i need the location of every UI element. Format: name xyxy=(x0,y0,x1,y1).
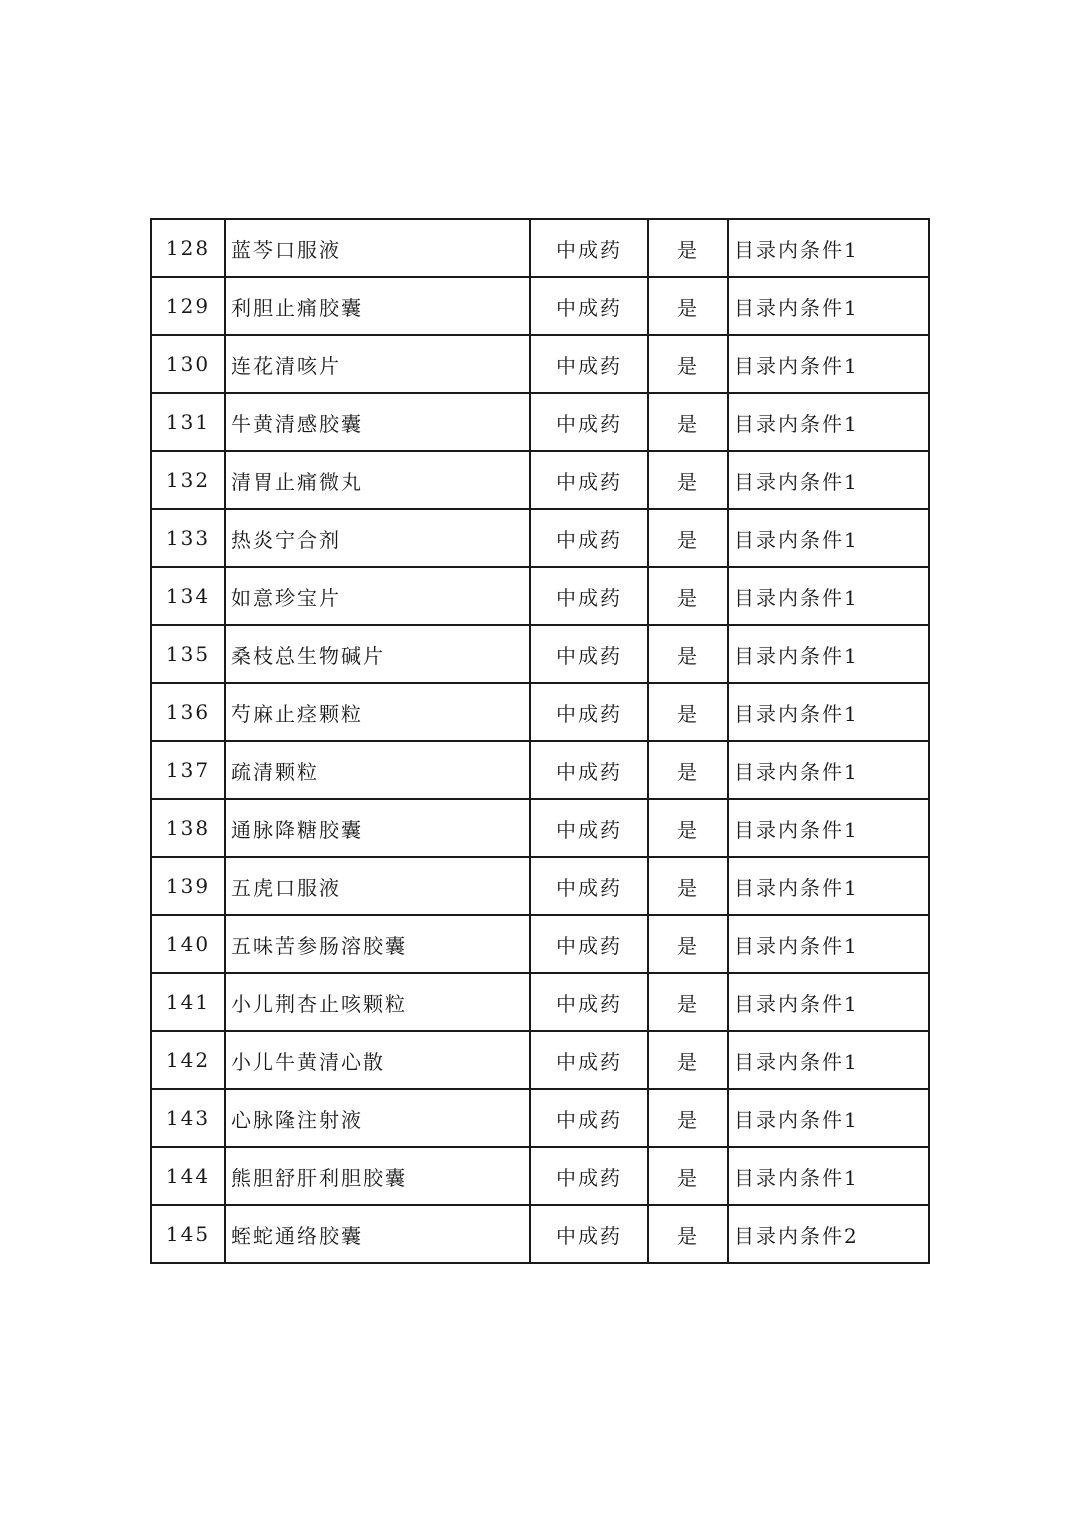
flag-cell: 是 xyxy=(648,393,728,451)
table-row xyxy=(151,857,929,915)
drug-type-cell: 中成药 xyxy=(530,1089,648,1147)
condition-cell: 目录内条件1 xyxy=(728,625,929,683)
drug-type-cell: 中成药 xyxy=(530,1147,648,1205)
condition-cell: 目录内条件1 xyxy=(728,741,929,799)
row-number-cell: 139 xyxy=(151,857,225,915)
condition-cell: 目录内条件1 xyxy=(728,393,929,451)
condition-cell: 目录内条件1 xyxy=(728,1147,929,1205)
drug-type-cell: 中成药 xyxy=(530,393,648,451)
flag-cell: 是 xyxy=(648,1147,728,1205)
table-row xyxy=(151,335,929,393)
row-number-cell: 133 xyxy=(151,509,225,567)
condition-cell: 目录内条件1 xyxy=(728,567,929,625)
drug-type-cell: 中成药 xyxy=(530,567,648,625)
row-number-cell: 129 xyxy=(151,277,225,335)
condition-cell: 目录内条件1 xyxy=(728,219,929,277)
condition-cell: 目录内条件1 xyxy=(728,683,929,741)
row-number-cell: 145 xyxy=(151,1205,225,1263)
condition-cell: 目录内条件1 xyxy=(728,973,929,1031)
row-number-cell: 142 xyxy=(151,1031,225,1089)
drug-type-cell: 中成药 xyxy=(530,451,648,509)
drug-name-cell: 蛭蛇通络胶囊 xyxy=(225,1205,530,1263)
drug-name-cell: 热炎宁合剂 xyxy=(225,509,530,567)
drug-type-cell: 中成药 xyxy=(530,625,648,683)
row-number-cell: 144 xyxy=(151,1147,225,1205)
drug-type-cell: 中成药 xyxy=(530,219,648,277)
table-body xyxy=(151,219,929,1263)
row-number-cell: 143 xyxy=(151,1089,225,1147)
table-row xyxy=(151,1205,929,1263)
drug-type-cell: 中成药 xyxy=(530,277,648,335)
flag-cell: 是 xyxy=(648,335,728,393)
drug-type-cell: 中成药 xyxy=(530,683,648,741)
drug-name-cell: 通脉降糖胶囊 xyxy=(225,799,530,857)
table-row xyxy=(151,915,929,973)
condition-cell: 目录内条件1 xyxy=(728,451,929,509)
drug-name-cell: 五味苦参肠溶胶囊 xyxy=(225,915,530,973)
flag-cell: 是 xyxy=(648,219,728,277)
flag-cell: 是 xyxy=(648,741,728,799)
row-number-cell: 131 xyxy=(151,393,225,451)
row-number-cell: 132 xyxy=(151,451,225,509)
condition-cell: 目录内条件1 xyxy=(728,335,929,393)
row-number-cell: 130 xyxy=(151,335,225,393)
flag-cell: 是 xyxy=(648,567,728,625)
table-row xyxy=(151,1089,929,1147)
table-row xyxy=(151,683,929,741)
drug-name-cell: 桑枝总生物碱片 xyxy=(225,625,530,683)
table-row xyxy=(151,973,929,1031)
drug-name-cell: 蓝芩口服液 xyxy=(225,219,530,277)
row-number-cell: 138 xyxy=(151,799,225,857)
flag-cell: 是 xyxy=(648,799,728,857)
row-number-cell: 134 xyxy=(151,567,225,625)
flag-cell: 是 xyxy=(648,451,728,509)
drug-name-cell: 利胆止痛胶囊 xyxy=(225,277,530,335)
condition-cell: 目录内条件1 xyxy=(728,799,929,857)
flag-cell: 是 xyxy=(648,857,728,915)
drug-type-cell: 中成药 xyxy=(530,915,648,973)
flag-cell: 是 xyxy=(648,915,728,973)
row-number-cell: 136 xyxy=(151,683,225,741)
drug-type-cell: 中成药 xyxy=(530,509,648,567)
table-row xyxy=(151,799,929,857)
drug-name-cell: 牛黄清感胶囊 xyxy=(225,393,530,451)
flag-cell: 是 xyxy=(648,1031,728,1089)
table-row xyxy=(151,277,929,335)
table-row xyxy=(151,219,929,277)
drug-name-cell: 芍麻止痉颗粒 xyxy=(225,683,530,741)
flag-cell: 是 xyxy=(648,509,728,567)
condition-cell: 目录内条件1 xyxy=(728,509,929,567)
drug-name-cell: 熊胆舒肝利胆胶囊 xyxy=(225,1147,530,1205)
drug-name-cell: 五虎口服液 xyxy=(225,857,530,915)
drug-type-cell: 中成药 xyxy=(530,799,648,857)
row-number-cell: 141 xyxy=(151,973,225,1031)
table-row xyxy=(151,451,929,509)
flag-cell: 是 xyxy=(648,973,728,1031)
drug-type-cell: 中成药 xyxy=(530,1031,648,1089)
drug-name-cell: 连花清咳片 xyxy=(225,335,530,393)
table-row xyxy=(151,625,929,683)
drug-type-cell: 中成药 xyxy=(530,1205,648,1263)
flag-cell: 是 xyxy=(648,683,728,741)
condition-cell: 目录内条件1 xyxy=(728,1031,929,1089)
drug-type-cell: 中成药 xyxy=(530,335,648,393)
condition-cell: 目录内条件2 xyxy=(728,1205,929,1263)
drug-list-table xyxy=(150,218,930,1264)
drug-name-cell: 疏清颗粒 xyxy=(225,741,530,799)
flag-cell: 是 xyxy=(648,1205,728,1263)
table-row xyxy=(151,741,929,799)
drug-name-cell: 心脉隆注射液 xyxy=(225,1089,530,1147)
table-row xyxy=(151,1031,929,1089)
row-number-cell: 137 xyxy=(151,741,225,799)
drug-name-cell: 如意珍宝片 xyxy=(225,567,530,625)
row-number-cell: 128 xyxy=(151,219,225,277)
drug-type-cell: 中成药 xyxy=(530,741,648,799)
table-row xyxy=(151,509,929,567)
condition-cell: 目录内条件1 xyxy=(728,277,929,335)
flag-cell: 是 xyxy=(648,277,728,335)
flag-cell: 是 xyxy=(648,625,728,683)
drug-name-cell: 小儿牛黄清心散 xyxy=(225,1031,530,1089)
row-number-cell: 135 xyxy=(151,625,225,683)
drug-name-cell: 清胃止痛微丸 xyxy=(225,451,530,509)
drug-type-cell: 中成药 xyxy=(530,973,648,1031)
drug-name-cell: 小儿荆杏止咳颗粒 xyxy=(225,973,530,1031)
table-row xyxy=(151,393,929,451)
row-number-cell: 140 xyxy=(151,915,225,973)
condition-cell: 目录内条件1 xyxy=(728,857,929,915)
table-row xyxy=(151,1147,929,1205)
condition-cell: 目录内条件1 xyxy=(728,1089,929,1147)
drug-type-cell: 中成药 xyxy=(530,857,648,915)
condition-cell: 目录内条件1 xyxy=(728,915,929,973)
table-row xyxy=(151,567,929,625)
flag-cell: 是 xyxy=(648,1089,728,1147)
